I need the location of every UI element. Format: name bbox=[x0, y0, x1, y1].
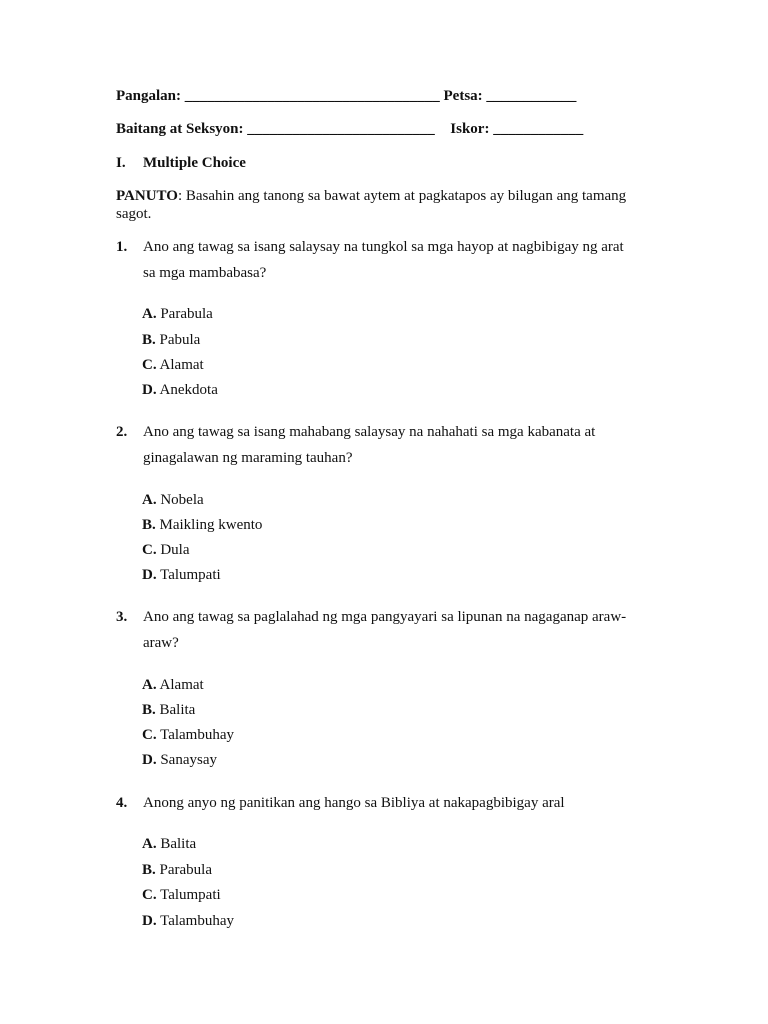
date-blank[interactable]: ____________ bbox=[486, 88, 577, 104]
choice-text: Balita bbox=[160, 836, 197, 852]
choice-letter: A. bbox=[142, 836, 157, 852]
name-row bbox=[116, 88, 576, 105]
question-number: 1. bbox=[116, 239, 128, 255]
choice-letter: D. bbox=[142, 752, 157, 768]
section-number: I. bbox=[116, 155, 126, 171]
choice-letter: C. bbox=[142, 542, 157, 558]
choice-option[interactable] bbox=[142, 567, 221, 584]
question-text-line2: araw? bbox=[143, 635, 179, 651]
choice-text: Dula bbox=[160, 542, 190, 558]
choice-option[interactable] bbox=[142, 677, 204, 694]
instructions-label: PANUTO bbox=[116, 188, 178, 204]
choice-option[interactable] bbox=[142, 517, 262, 534]
question-text-line1: Anong anyo ng panitikan ang hango sa Bibliya at nakapagbibigay aral bbox=[143, 795, 565, 811]
choice-option[interactable] bbox=[142, 887, 221, 904]
grade-section-label: Baitang at Seksyon: bbox=[116, 121, 244, 137]
choice-letter: C. bbox=[142, 727, 157, 743]
instructions-line2: sagot. bbox=[116, 206, 152, 222]
section-title: Multiple Choice bbox=[143, 155, 246, 171]
choice-text: Alamat bbox=[159, 677, 204, 693]
choice-letter: D. bbox=[142, 382, 157, 398]
choice-letter: D. bbox=[142, 913, 157, 929]
score-blank[interactable]: ____________ bbox=[493, 121, 584, 137]
choice-text: Anekdota bbox=[159, 382, 218, 398]
name-label: Pangalan: bbox=[116, 88, 182, 104]
choice-option[interactable] bbox=[142, 542, 190, 559]
choice-option[interactable] bbox=[142, 913, 234, 930]
choice-letter: B. bbox=[142, 702, 156, 718]
choice-letter: A. bbox=[142, 306, 157, 322]
question-text-line1: Ano ang tawag sa paglalahad ng mga pangyayari sa lipunan na nagaganap araw- bbox=[143, 609, 627, 625]
question-number: 2. bbox=[116, 424, 128, 440]
choice-text: Maikling kwento bbox=[159, 517, 263, 533]
question-number: 3. bbox=[116, 609, 128, 625]
question-text-line1: Ano ang tawag sa isang salaysay na tungkol sa mga hayop at nagbibigay ng arat bbox=[143, 239, 624, 255]
choice-letter: A. bbox=[142, 677, 157, 693]
choice-letter: B. bbox=[142, 332, 156, 348]
question-text-line2: ginagalawan ng maraming tauhan? bbox=[143, 450, 353, 466]
choice-option[interactable] bbox=[142, 306, 213, 323]
choice-text: Sanaysay bbox=[160, 752, 217, 768]
choice-text: Nobela bbox=[160, 492, 204, 508]
choice-option[interactable] bbox=[142, 862, 212, 879]
choice-letter: B. bbox=[142, 862, 156, 878]
choice-option[interactable] bbox=[142, 752, 217, 769]
choice-letter: D. bbox=[142, 567, 157, 583]
grade-row bbox=[116, 121, 583, 138]
question-number: 4. bbox=[116, 795, 128, 811]
choice-text: Parabula bbox=[159, 862, 212, 878]
question-text-line2: sa mga mambabasa? bbox=[143, 265, 267, 281]
choice-letter: C. bbox=[142, 887, 157, 903]
choice-option[interactable] bbox=[142, 382, 218, 399]
choice-option[interactable] bbox=[142, 727, 234, 744]
choice-option[interactable] bbox=[142, 836, 196, 853]
name-blank[interactable]: __________________________________ bbox=[184, 88, 440, 104]
question-text-line1: Ano ang tawag sa isang mahabang salaysay na nahahati sa mga kabanata at bbox=[143, 424, 596, 440]
choice-text: Talambuhay bbox=[160, 913, 235, 929]
grade-section-blank[interactable]: _________________________ bbox=[247, 121, 435, 137]
choice-letter: A. bbox=[142, 492, 157, 508]
choice-option[interactable] bbox=[142, 332, 200, 349]
choice-option[interactable] bbox=[142, 492, 204, 509]
choice-option[interactable] bbox=[142, 702, 195, 719]
instructions-line1 bbox=[116, 188, 626, 205]
choice-text: Alamat bbox=[159, 357, 204, 373]
date-label: Petsa: bbox=[443, 88, 483, 104]
section-heading bbox=[116, 155, 246, 172]
choice-text: Pabula bbox=[159, 332, 201, 348]
choice-letter: B. bbox=[142, 517, 156, 533]
instructions-text: : Basahin ang tanong sa bawat aytem at pagkatapos ay bilugan ang tamang bbox=[177, 188, 627, 204]
choice-text: Talumpati bbox=[160, 887, 221, 903]
choice-option[interactable] bbox=[142, 357, 204, 374]
choice-text: Parabula bbox=[160, 306, 213, 322]
score-label: Iskor: bbox=[450, 121, 490, 137]
choice-letter: C. bbox=[142, 357, 157, 373]
choice-text: Talambuhay bbox=[160, 727, 235, 743]
choice-text: Balita bbox=[159, 702, 196, 718]
choice-text: Talumpati bbox=[160, 567, 221, 583]
